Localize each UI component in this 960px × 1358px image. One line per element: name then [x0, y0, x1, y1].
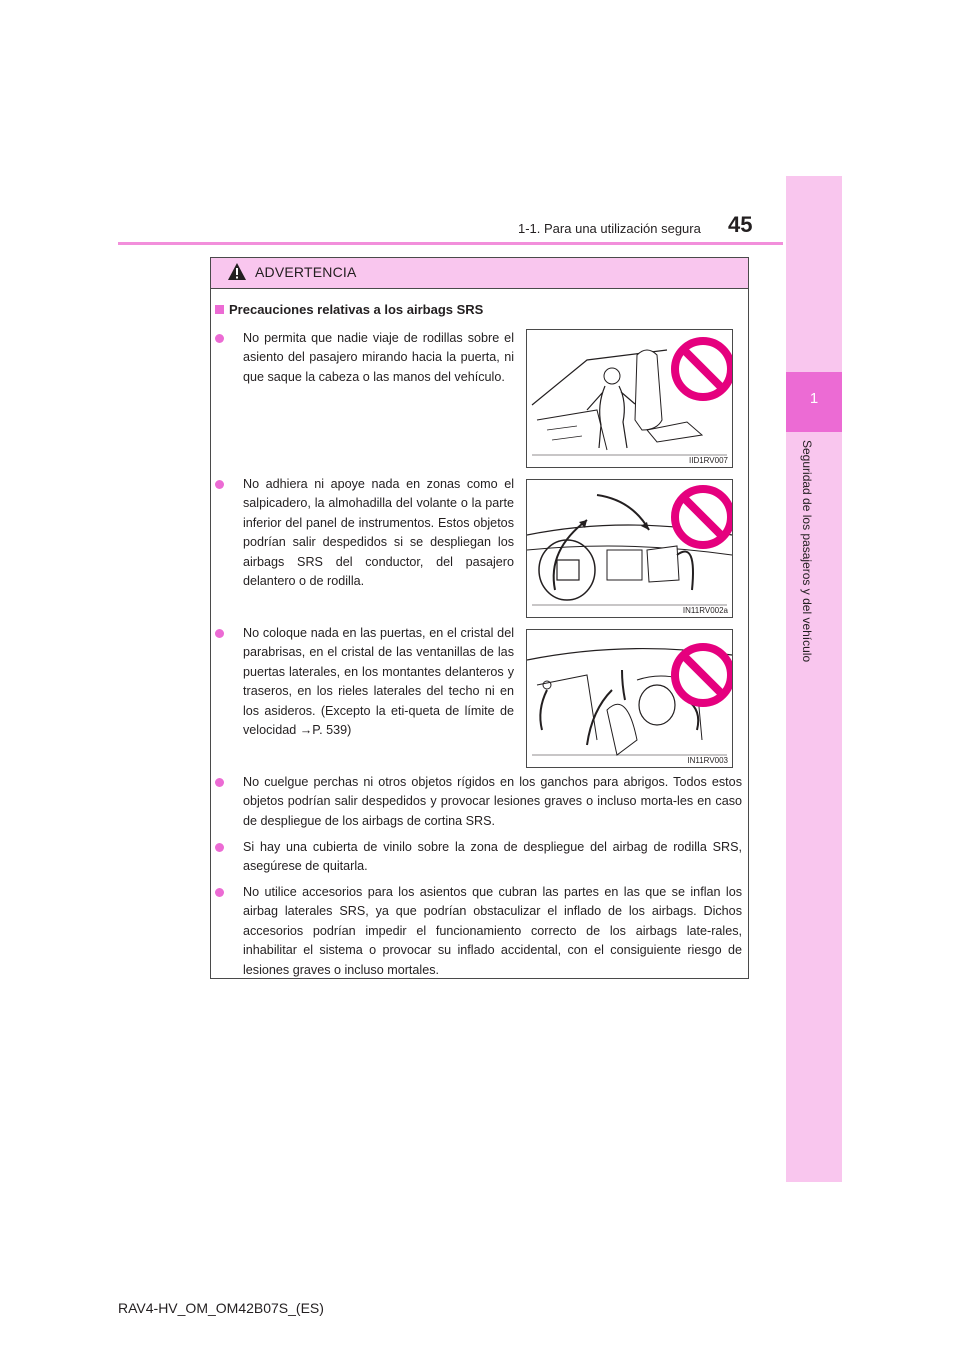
figure-label: IID1RV007 [689, 456, 728, 465]
bullet-dot-icon [215, 778, 224, 787]
dashboard-illustration [527, 480, 732, 617]
bullet-dot-icon [215, 843, 224, 852]
list-item [215, 838, 742, 877]
bullet-dot-icon [215, 480, 224, 489]
figure-label: IN11RV002a [682, 606, 728, 615]
bullet-dot-icon [215, 888, 224, 897]
list-item [215, 329, 514, 387]
document-code: RAV4-HV_OM_OM42B07S_(ES) [118, 1300, 324, 1316]
chapter-title-wrap [788, 440, 840, 700]
list-item [215, 883, 742, 980]
warning-header [211, 258, 748, 289]
section-title: 1-1. Para una utilización segura [518, 221, 701, 236]
warning-triangle-icon [227, 262, 247, 282]
subheading-text: Precauciones relativas a los airbags SRS [229, 302, 484, 317]
list-item-text: No coloque nada en las puertas, en el cristal del parabrisas, en el cristal de las ventanillas de las puertas laterales, en los montantes delanteros y traseros, en los rieles laterales del techo ni en los asideros. (Excepto la eti-queta de límite de velocidad →P. 539) [243, 626, 514, 738]
square-bullet-icon [215, 305, 224, 314]
chapter-number: 1 [809, 390, 819, 407]
list-item-text: No cuelgue perchas ni otros objetos rígidos en los ganchos para abrigos. Todos estos objetos podrían salir despedidos y provocar lesiones graves o incluso morta-les en caso de despliegue de los airbags de cortina SRS. [243, 775, 742, 828]
chapter-title: Seguridad de los pasajeros y del vehículo [800, 440, 814, 663]
interior-illustration [527, 630, 732, 767]
warning-title: ADVERTENCIA [255, 264, 357, 280]
list-item-text: No utilice accesorios para los asientos que cubran las partes en las que se inflan los airbag laterales SRS, ya que podrían obstaculizar el inflado de los airbags. Dichos accesorios podrían impedir el funcionamiento correcto de los airbags late-rales, inhabilitar el sistema o provocar su inflado accidental, con el consiguiente riesgo de lesiones graves o incluso mortales. [243, 885, 742, 977]
bullet-dot-icon [215, 629, 224, 638]
list-item [215, 773, 742, 831]
figure-label: IN11RV003 [687, 756, 728, 765]
list-item-text: Si hay una cubierta de vinilo sobre la zona de despliegue del airbag de rodilla SRS, asegúrese de quitarla. [243, 840, 742, 874]
list-item [215, 475, 514, 591]
bullet-dot-icon [215, 334, 224, 343]
list-item-text: No adhiera ni apoye nada en zonas como el salpicadero, la almohadilla del volante o la parte inferior del panel de instrumentos. Estos objetos podrían salir despedidos si se despliegan los airbags SRS del conductor, del pasajero delantero o de rodilla. [243, 477, 514, 589]
figure-passenger-kneeling [526, 329, 733, 468]
warning-subheading [215, 302, 483, 317]
header-rule [118, 242, 783, 245]
figure-dashboard-objects [526, 479, 733, 618]
list-item [215, 624, 514, 740]
passenger-kneeling-illustration [527, 330, 732, 467]
list-item-text: No permita que nadie viaje de rodillas sobre el asiento del pasajero mirando hacia la puerta, ni que saque la cabeza o las manos del vehículo. [243, 331, 514, 384]
figure-interior-pillars [526, 629, 733, 768]
page-number: 45 [728, 212, 753, 237]
